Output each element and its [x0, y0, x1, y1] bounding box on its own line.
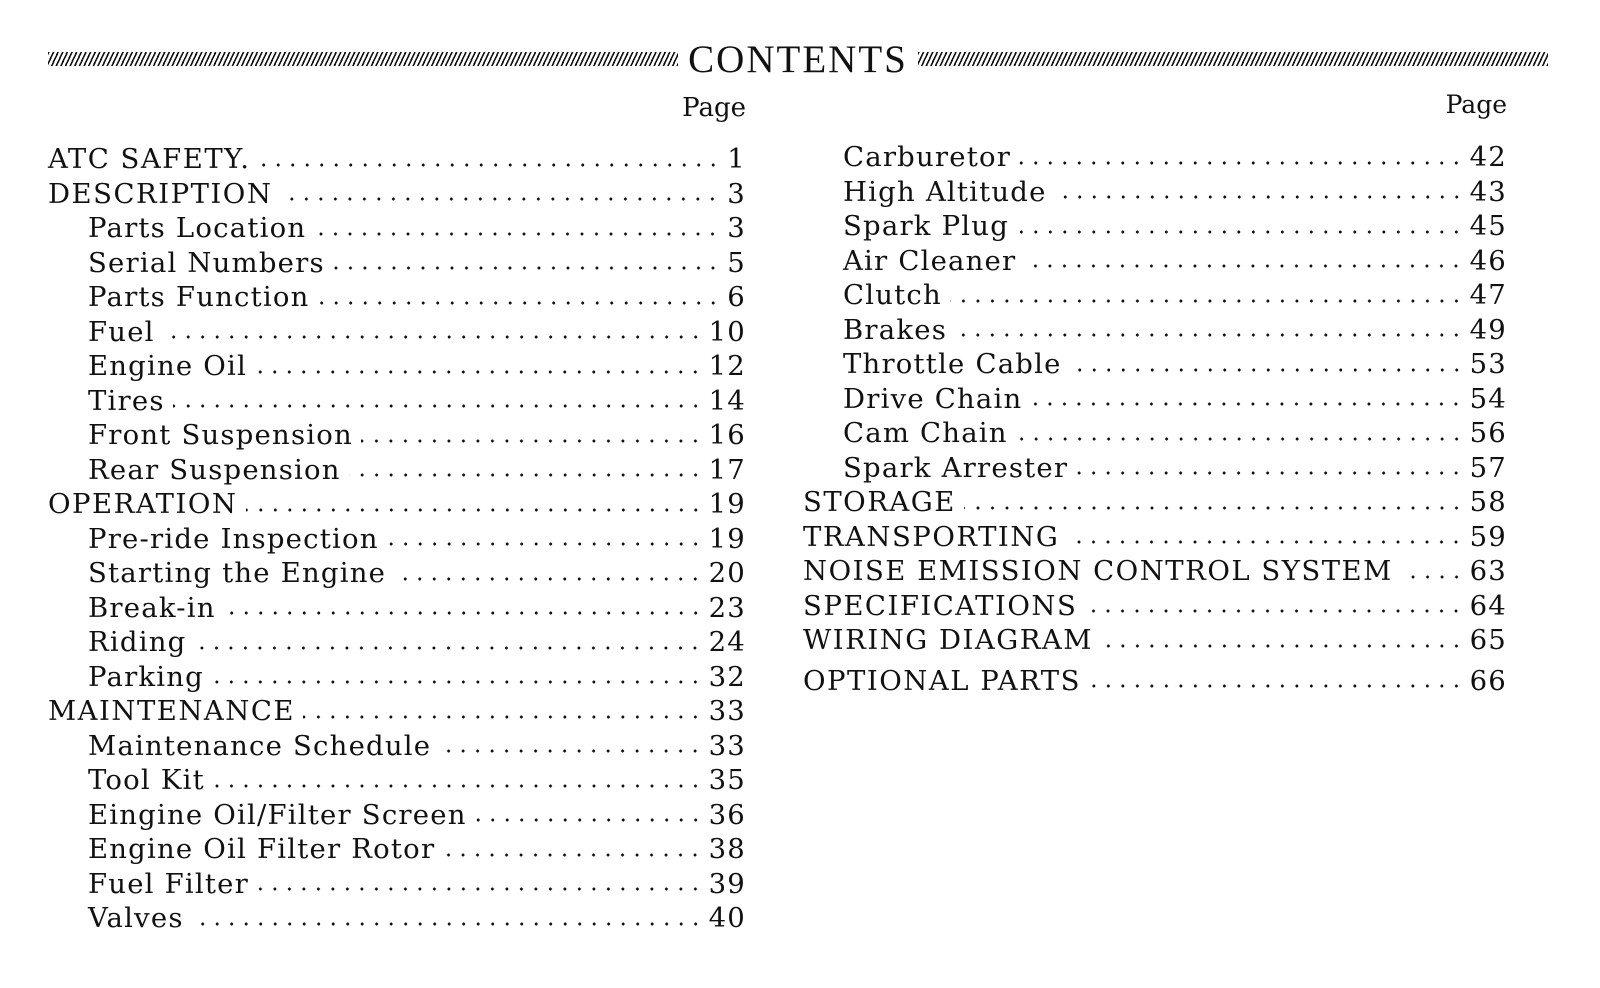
dot-leader	[246, 508, 703, 512]
toc-entry-page-number: 24	[708, 626, 746, 658]
dot-leader	[1076, 471, 1463, 475]
toc-entry-label: Carburetor	[843, 141, 1012, 173]
toc-entry	[803, 382, 1507, 417]
toc-entry	[48, 211, 746, 246]
toc-entry-label: Starting the Engine	[88, 557, 387, 589]
toc-entry-page-number: 40	[708, 902, 746, 934]
toc-entry-page-number: 32	[708, 660, 746, 693]
toc-entry-label: Air Cleaner	[843, 244, 1017, 277]
toc-entry-page-number: 58	[1469, 486, 1507, 518]
dot-leader	[192, 922, 703, 926]
dot-leader	[212, 680, 703, 684]
toc-entry-label: Parts Location	[88, 212, 307, 244]
toc-entry	[803, 485, 1507, 520]
dot-leader	[1089, 684, 1464, 688]
toc-entry-label: STORAGE	[803, 486, 956, 518]
dot-leader	[224, 611, 703, 615]
toc-entry	[803, 520, 1507, 555]
toc-entry-page-number: 57	[1469, 451, 1507, 484]
toc-entry	[803, 554, 1507, 589]
toc-entry-label: Break-in	[88, 591, 216, 624]
toc-entry-page-number: 54	[1469, 382, 1507, 415]
toc-entry	[48, 349, 746, 384]
header-rule-right	[918, 52, 1548, 66]
toc-entry-label: Tool Kit	[88, 764, 205, 796]
toc-entry-page-number: 12	[708, 350, 746, 382]
toc-entry	[48, 522, 746, 557]
toc-entry-page-number: 42	[1469, 141, 1507, 173]
toc-entry	[803, 209, 1507, 244]
dot-leader	[950, 299, 1464, 303]
dot-leader	[1030, 402, 1463, 406]
dot-leader	[1017, 230, 1464, 234]
toc-entry-page-number: 3	[727, 177, 746, 210]
toc-entry	[803, 347, 1507, 382]
toc-entry	[803, 140, 1507, 175]
toc-entry-label: NOISE EMISSION CONTROL SYSTEM	[803, 555, 1393, 587]
dot-leader	[259, 163, 720, 167]
toc-entry-label: DESCRIPTION	[48, 177, 273, 210]
toc-entry-label: MAINTENANCE	[48, 695, 295, 727]
toc-entry	[803, 175, 1507, 210]
toc-entry-label: Parts Function	[88, 281, 310, 313]
contents-header	[48, 34, 1548, 84]
toc-entry-label: ATC SAFETY.	[48, 143, 251, 175]
toc-entry-label: Front Suspension	[88, 419, 353, 451]
toc-entry	[48, 591, 746, 626]
toc-entry	[48, 832, 746, 867]
toc-entry-page-number: 66	[1469, 664, 1507, 697]
toc-entry	[48, 729, 746, 764]
toc-entry-label: Parking	[88, 660, 204, 693]
toc-entry-page-number: 33	[708, 695, 746, 727]
toc-entry	[803, 244, 1507, 279]
toc-entry-label: High Altitude	[843, 175, 1047, 208]
toc-entry	[48, 625, 746, 660]
dot-leader	[163, 335, 703, 339]
dot-leader	[318, 301, 720, 305]
toc-entry-page-number: 46	[1469, 244, 1507, 277]
toc-entry-label: Fuel Filter	[88, 867, 249, 900]
dot-leader	[1067, 540, 1463, 544]
toc-entry-label: Engine Oil Filter Rotor	[88, 833, 436, 865]
dot-leader	[333, 266, 720, 270]
dot-leader	[173, 404, 703, 408]
toc-entry-page-number: 45	[1469, 210, 1507, 242]
dot-leader	[439, 749, 702, 753]
page-column-heading: Page	[1445, 90, 1507, 119]
toc-entry	[48, 142, 746, 177]
dot-leader	[1070, 368, 1464, 372]
toc-entry	[48, 694, 746, 729]
toc-column-left	[48, 88, 746, 936]
toc-entry-label: Clutch	[843, 279, 942, 311]
toc-entry	[48, 901, 746, 936]
toc-entry-label: Fuel	[88, 315, 155, 348]
toc-entry-label: Cam Chain	[843, 417, 1008, 449]
toc-entry-page-number: 33	[708, 729, 746, 762]
toc-entry-page-number: 49	[1469, 313, 1507, 346]
dot-leader	[280, 197, 720, 201]
toc-entry-label: Maintenance Schedule	[88, 729, 432, 762]
dot-leader	[955, 333, 1464, 337]
dot-leader	[1016, 437, 1464, 441]
toc-entry-label: Eingine Oil/Filter Screen	[88, 798, 467, 831]
dot-leader	[194, 646, 702, 650]
toc-entry-page-number: 56	[1469, 417, 1507, 449]
dot-leader	[1024, 264, 1463, 268]
toc-entry-label: Spark Arrester	[843, 451, 1069, 484]
toc-entry	[803, 416, 1507, 451]
toc-entry-page-number: 19	[708, 488, 746, 520]
dot-leader	[213, 784, 703, 788]
toc-entry	[803, 589, 1507, 624]
toc-entry-page-number: 53	[1469, 348, 1507, 380]
dot-leader	[1019, 161, 1464, 165]
toc-entry-label: Throttle Cable	[843, 348, 1062, 380]
toc-entry	[48, 867, 746, 902]
toc-entry-label: OPTIONAL PARTS	[803, 664, 1081, 697]
toc-entry-page-number: 3	[727, 212, 746, 244]
toc-entry-page-number: 38	[708, 833, 746, 865]
toc-entry-page-number: 59	[1469, 520, 1507, 553]
toc-entry-label: Spark Plug	[843, 210, 1010, 242]
toc-entry-label: Rear Suspension	[88, 453, 341, 486]
dot-leader	[964, 506, 1464, 510]
toc-entry-page-number: 10	[708, 315, 746, 348]
dot-leader	[349, 473, 703, 477]
toc-entry-label: Pre-ride Inspection	[88, 522, 379, 555]
toc-entry-page-number: 5	[727, 246, 746, 279]
toc-entry	[48, 763, 746, 798]
dot-leader	[443, 853, 702, 857]
toc-entry-page-number: 14	[708, 384, 746, 417]
page-title: CONTENTS	[688, 37, 908, 81]
toc-entry-label: SPECIFICATIONS	[803, 589, 1078, 622]
toc-entry-label: Serial Numbers	[88, 246, 325, 279]
toc-entry-label: WIRING DIAGRAM	[803, 624, 1093, 656]
toc-entry-page-number: 63	[1469, 555, 1507, 587]
dot-leader	[1401, 575, 1464, 579]
header-rule-left	[48, 52, 678, 66]
toc-entry-page-number: 1	[727, 143, 746, 175]
toc-entry-label: Brakes	[843, 313, 948, 346]
toc-entry-page-number: 43	[1469, 175, 1507, 208]
toc-entry	[48, 660, 746, 695]
toc-entry-label: Tires	[88, 384, 165, 417]
toc-entry	[48, 487, 746, 522]
toc-entry	[48, 453, 746, 488]
toc-entry	[48, 280, 746, 315]
dot-leader	[257, 887, 703, 891]
toc-entry-page-number: 64	[1469, 589, 1507, 622]
toc-list-left	[48, 142, 746, 936]
toc-entry-page-number: 20	[708, 557, 746, 589]
toc-entry-page-number: 19	[708, 522, 746, 555]
toc-entry-page-number: 6	[727, 281, 746, 313]
toc-entry-label: OPERATION	[48, 488, 238, 520]
toc-entry-page-number: 35	[708, 764, 746, 796]
toc-entry	[48, 384, 746, 419]
toc-entry	[803, 451, 1507, 486]
toc-entry	[48, 556, 746, 591]
dot-leader	[1101, 644, 1464, 648]
page-column-heading: Page	[682, 93, 746, 123]
dot-leader	[475, 818, 703, 822]
dot-leader	[303, 715, 703, 719]
toc-entry-label: Engine Oil	[88, 350, 248, 382]
toc-entry-page-number: 47	[1469, 279, 1507, 311]
toc-entry	[803, 278, 1507, 313]
toc-entry	[803, 313, 1507, 348]
toc-entry	[48, 177, 746, 212]
toc-entry-label: Valves	[88, 902, 184, 934]
dot-leader	[387, 542, 703, 546]
toc-column-right	[803, 85, 1507, 698]
toc-entry-page-number: 39	[708, 867, 746, 900]
toc-entry-page-number: 36	[708, 798, 746, 831]
toc-entry-label: Riding	[88, 626, 187, 658]
dot-leader	[255, 370, 703, 374]
toc-entry	[48, 246, 746, 281]
toc-entry-page-number: 17	[708, 453, 746, 486]
toc-entry-page-number: 65	[1469, 624, 1507, 656]
toc-entry-label: Drive Chain	[843, 382, 1023, 415]
toc-entry-page-number: 16	[708, 419, 746, 451]
toc-entry	[48, 315, 746, 350]
dot-leader	[314, 232, 720, 236]
dot-leader	[394, 577, 703, 581]
toc-entry-page-number: 23	[708, 591, 746, 624]
dot-leader	[1085, 609, 1463, 613]
toc-entry	[803, 623, 1507, 658]
toc-list-right	[803, 140, 1507, 698]
toc-entry	[48, 418, 746, 453]
dot-leader	[1055, 195, 1464, 199]
toc-entry	[803, 664, 1507, 699]
toc-entry	[48, 798, 746, 833]
toc-entry-label: TRANSPORTING	[803, 520, 1060, 553]
dot-leader	[361, 439, 703, 443]
